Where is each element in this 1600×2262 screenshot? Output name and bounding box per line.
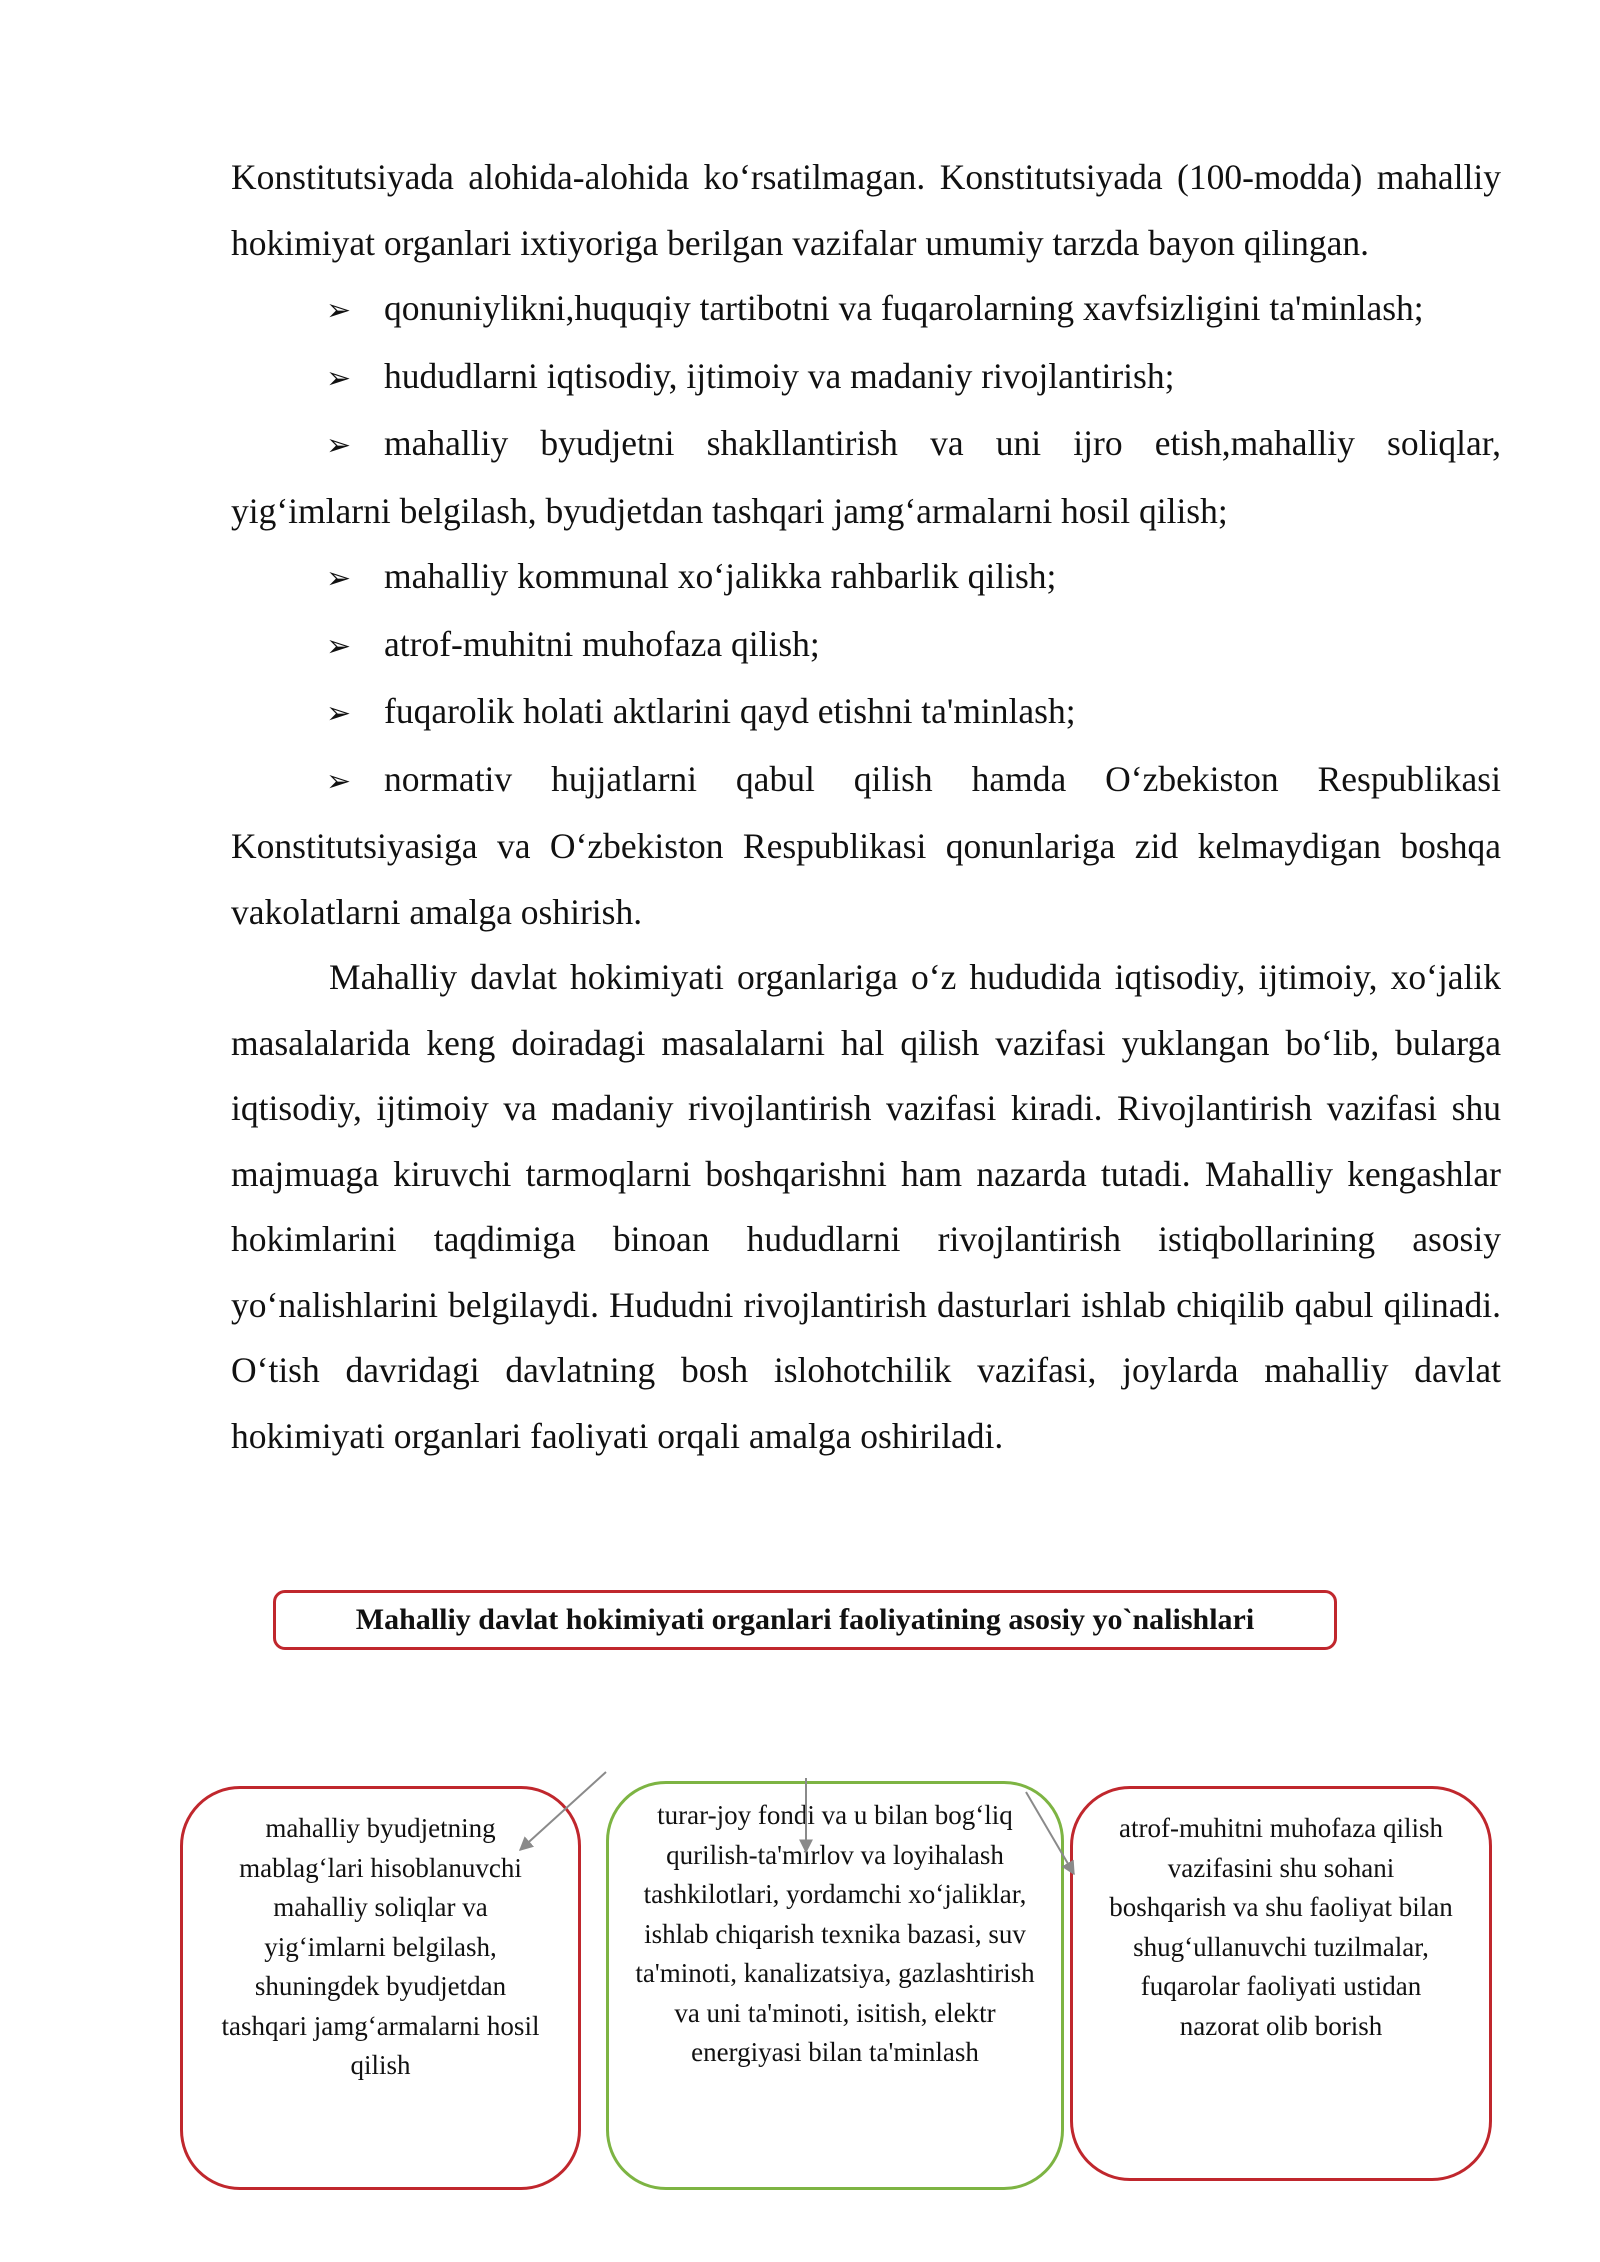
arrow-bullet-icon: ➢ <box>326 764 352 798</box>
paragraph-intro: Konstitutsiyada alohida-alohida ko‘rsatilmagan. Konstitutsiyada (100-modda) mahalliy hokimiyat organlari ixtiyoriga berilgan vazifalar umumiy tarzda bayon qilingan. <box>231 157 1501 263</box>
diagram-box-housing: turar-joy fondi va u bilan bog‘liq qurilish-ta'mirlov va loyihalash tashkilotlari, yordamchi xo‘jaliklar, ishlab chiqarish texnika bazasi, suv ta'minoti, kanalizatsiya, gazlashtirish va uni ta'minoti, isitish, elektr energiyasi bilan ta'minlash <box>606 1781 1064 2190</box>
list-item: ➢ qonuniylikni,huquqiy tartibotni va fuqarolarning xavfsizligini ta'minlash; <box>231 276 1501 344</box>
arrow-bullet-icon: ➢ <box>326 361 352 395</box>
diagram-box-environment: atrof-muhitni muhofaza qilish vazifasini shu sohani boshqarish va shu faoliyat bilan shug‘ullanuvchi tuzilmalar, fuqarolar faoliyati ustidan nazorat olib borish <box>1070 1786 1492 2181</box>
list-item: ➢ mahalliy byudjetni shakllantirish va uni ijro etish,mahalliy soliqlar, yig‘imlarni belgilash, byudjetdan tashqari jamg‘armalarni hosil qilish; <box>231 411 1501 544</box>
arrow-bullet-icon: ➢ <box>326 562 352 595</box>
diagram-title: Mahalliy davlat hokimiyati organlari faoliyatining asosiy yo`nalishlari <box>355 1603 1255 1636</box>
arrow-bullet-icon: ➢ <box>326 697 352 730</box>
list-item: ➢ normativ hujjatlarni qabul qilish hamda O‘zbekiston Respublikasi Konstitutsiyasiga va O‘zbekiston Respublikasi qonunlariga zid kelmaydigan boshqa vakolatlarni amalga oshirish. <box>231 747 1501 946</box>
arrow-bullet-icon: ➢ <box>326 294 352 327</box>
list-item: ➢ atrof-muhitni muhofaza qilish; <box>231 612 1501 680</box>
diagram-box-budget: mahalliy byudjetning mablag‘lari hisoblanuvchi mahalliy soliqlar va yig‘imlarni belgilash, shuningdek byudjetdan tashqari jamg‘armalarni hosil qilish <box>180 1786 581 2190</box>
paragraph-main: Mahalliy davlat hokimiyati organlariga o‘z hududida iqtisodiy, ijtimoiy, xo‘jalik masalalarida keng doiradagi masalalarni hal qilish vazifasi yuklangan bo‘lib, bularga iqtisodiy, ijtimoiy va madaniy rivojlantirish vazifasi kiradi. Rivojlantirish vazifasi shu majmuaga kiruvchi tarmoqlarni boshqarishni ham nazarda tutadi. Mahalliy kengashlar hokimlarini taqdimiga binoan hududlarni rivojlantirish istiqbollarining asosiy yo‘nalishlarini belgilaydi. Hududni rivojlantirish dasturlari ishlab chiqilib qabul qilinadi. O‘tish davridagi davlatning bosh islohotchilik vazifasi, joylarda mahalliy davlat hokimiyati organlari faoliyati orqali amalga oshiriladi. <box>231 957 1501 1456</box>
list-item: ➢ hududlarni iqtisodiy, ijtimoiy va madaniy rivojlantirish; <box>231 344 1501 412</box>
arrow-bullet-icon: ➢ <box>326 629 352 663</box>
list-item: ➢ mahalliy kommunal xo‘jalikka rahbarlik qilish; <box>231 544 1501 612</box>
arrow-to-right-box <box>1026 1792 1074 1874</box>
list-item: ➢ fuqarolik holati aktlarini qayd etishni ta'minlash; <box>231 679 1501 747</box>
arrow-bullet-icon: ➢ <box>326 429 352 462</box>
arrow-to-left-box <box>520 1772 606 1850</box>
